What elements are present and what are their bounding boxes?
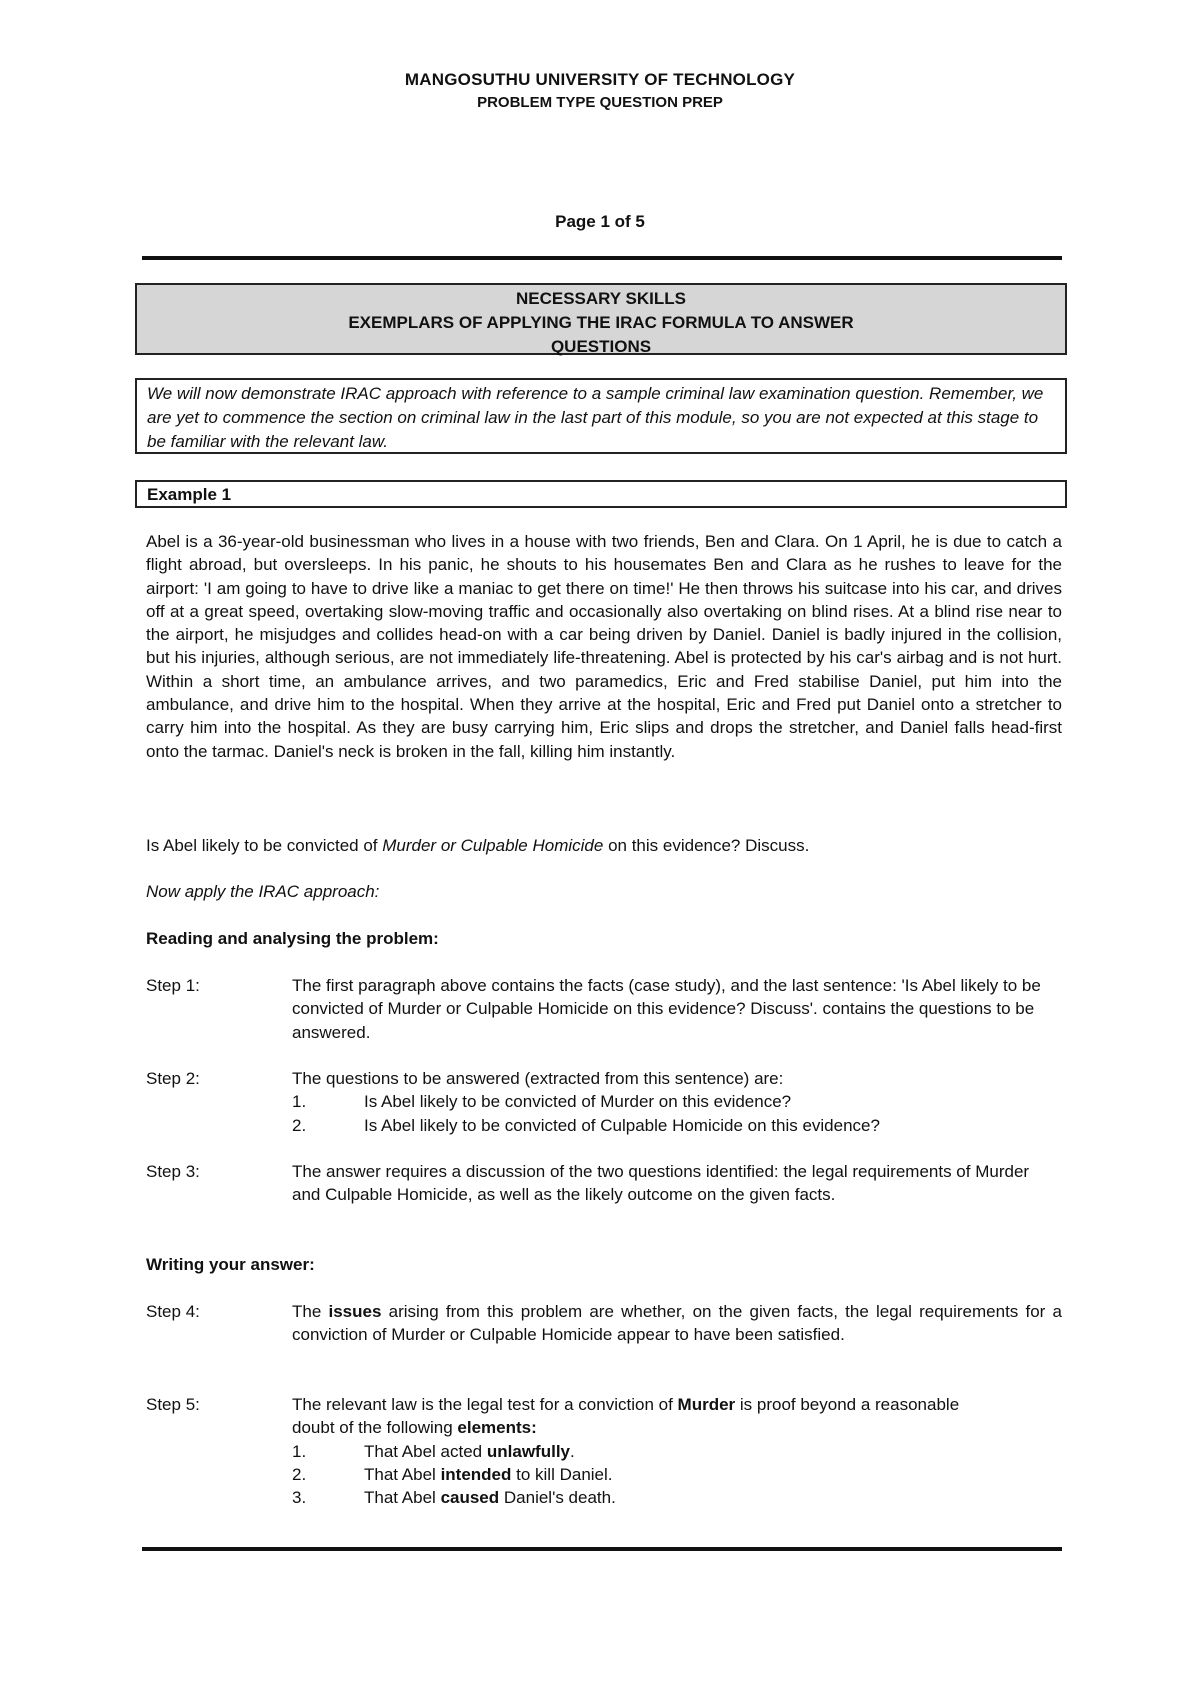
question-pre: Is Abel likely to be convicted of <box>146 836 383 855</box>
step-5-item-2: 2. That Abel intended to kill Daniel. <box>292 1464 613 1484</box>
question-paragraph <box>146 834 1062 857</box>
step-4-label: Step 4: <box>146 1302 200 1321</box>
issues-emphasis: issues <box>328 1302 382 1321</box>
step-5-label: Step 5: <box>146 1395 200 1414</box>
step-4-text: The issues arising from this problem are whether, on the given facts, the legal requirements for a conviction of Murder or Culpable Homicide appear to have been satisfied. <box>292 1302 1062 1345</box>
step-5-text: The relevant law is the legal test for a conviction of Murder is proof beyond a reasonable doubt of the following elements: <box>292 1395 960 1438</box>
step-1-text: The first paragraph above contains the facts (case study), and the last sentence: 'Is Abel likely to be convicted of Murder or Culpable Homicide on this evidence? Discuss'. contains the questions to be answered. <box>292 976 1041 1042</box>
reading-heading: Reading and analysing the problem: <box>146 929 439 948</box>
example-label: Example 1 <box>147 485 232 504</box>
step-1 <box>146 974 1062 1044</box>
intro-box <box>135 378 1067 454</box>
step-2-item-1: 1. Is Abel likely to be convicted of Murder on this evidence? <box>292 1092 792 1112</box>
apply-text: Now apply the IRAC approach: <box>146 882 380 901</box>
document-header <box>0 70 1200 111</box>
step-1-label: Step 1: <box>146 976 200 995</box>
question-post: on this evidence? Discuss. <box>603 836 810 855</box>
intro-text: We will now demonstrate IRAC approach with reference to a sample criminal law examination question. Remember, we are yet to commence the section on criminal law in the last part of this module, so you are not expected at this stage to be familiar with the relevant law. <box>147 384 1044 451</box>
page-number: Page 1 of 5 <box>555 212 645 231</box>
step-3-text: The answer requires a discussion of the two questions identified: the legal requirements of Murder and Culpable Homicide, as well as the likely outcome on the given facts. <box>292 1162 1030 1205</box>
step-4 <box>146 1300 1062 1347</box>
section-title-line2: EXEMPLARS OF APPLYING THE IRAC FORMULA TO ANSWER <box>348 313 854 332</box>
step-5 <box>146 1393 1062 1509</box>
step-2 <box>146 1067 1062 1137</box>
question-emphasis: Murder or Culpable Homicide <box>382 836 604 855</box>
step-3 <box>146 1160 1062 1207</box>
example-label-box <box>135 480 1067 508</box>
step-3-label: Step 3: <box>146 1162 200 1181</box>
section-title-box <box>135 283 1067 355</box>
section-title-line3: QUESTIONS <box>550 337 652 356</box>
step-2-item-2: 2. Is Abel likely to be convicted of Culpable Homicide on this evidence? <box>292 1115 880 1135</box>
step-2-label: Step 2: <box>146 1069 200 1088</box>
section-title-line1: NECESSARY SKILLS <box>515 289 687 308</box>
facts-paragraph <box>146 530 1062 763</box>
document-subtitle: PROBLEM TYPE QUESTION PREP <box>477 94 723 111</box>
writing-heading: Writing your answer: <box>146 1255 315 1274</box>
facts-text: Abel is a 36-year-old businessman who lives in a house with two friends, Ben and Clara. On 1 April, he is due to catch a flight abroad, but oversleeps. In his panic, he shouts to his housemates Ben and Clara as he rushes to leave for the airport: 'I am going to have to drive like a maniac to get there on time!' He then throws his suitcase into his car, and drives off at a great speed, overtaking slow-moving traffic and occasionally also overtaking on blind rises. At a blind rise near to the airport, he misjudges and collides head-on with a car being driven by Daniel. Daniel is badly injured in the collision, but his injuries, although serious, are not immediately life-threatening. Abel is protected by his car's airbag and is not hurt. Within a short time, an ambulance arrives, and two paramedics, Eric and Fred stabilise Daniel, put him into the ambulance, and drive him to the hospital. When they arrive at the hospital, Eric and Fred put Daniel onto a stretcher to carry him into the hospital. As they are busy carrying him, Eric slips and drops the stretcher, and Daniel falls head-first onto the tarmac. Daniel's neck is broken in the fall, killing him instantly. <box>146 532 1062 761</box>
apply-line <box>146 880 1062 903</box>
top-divider <box>142 256 1062 260</box>
bottom-divider <box>142 1547 1062 1551</box>
step-5-item-3: 3. That Abel caused Daniel's death. <box>292 1488 616 1508</box>
step-5-item-1: 1. That Abel acted unlawfully. <box>292 1441 575 1461</box>
institution-name: MANGOSUTHU UNIVERSITY OF TECHNOLOGY <box>404 70 796 89</box>
step-2-text: The questions to be answered (extracted from this sentence) are: <box>292 1069 784 1088</box>
